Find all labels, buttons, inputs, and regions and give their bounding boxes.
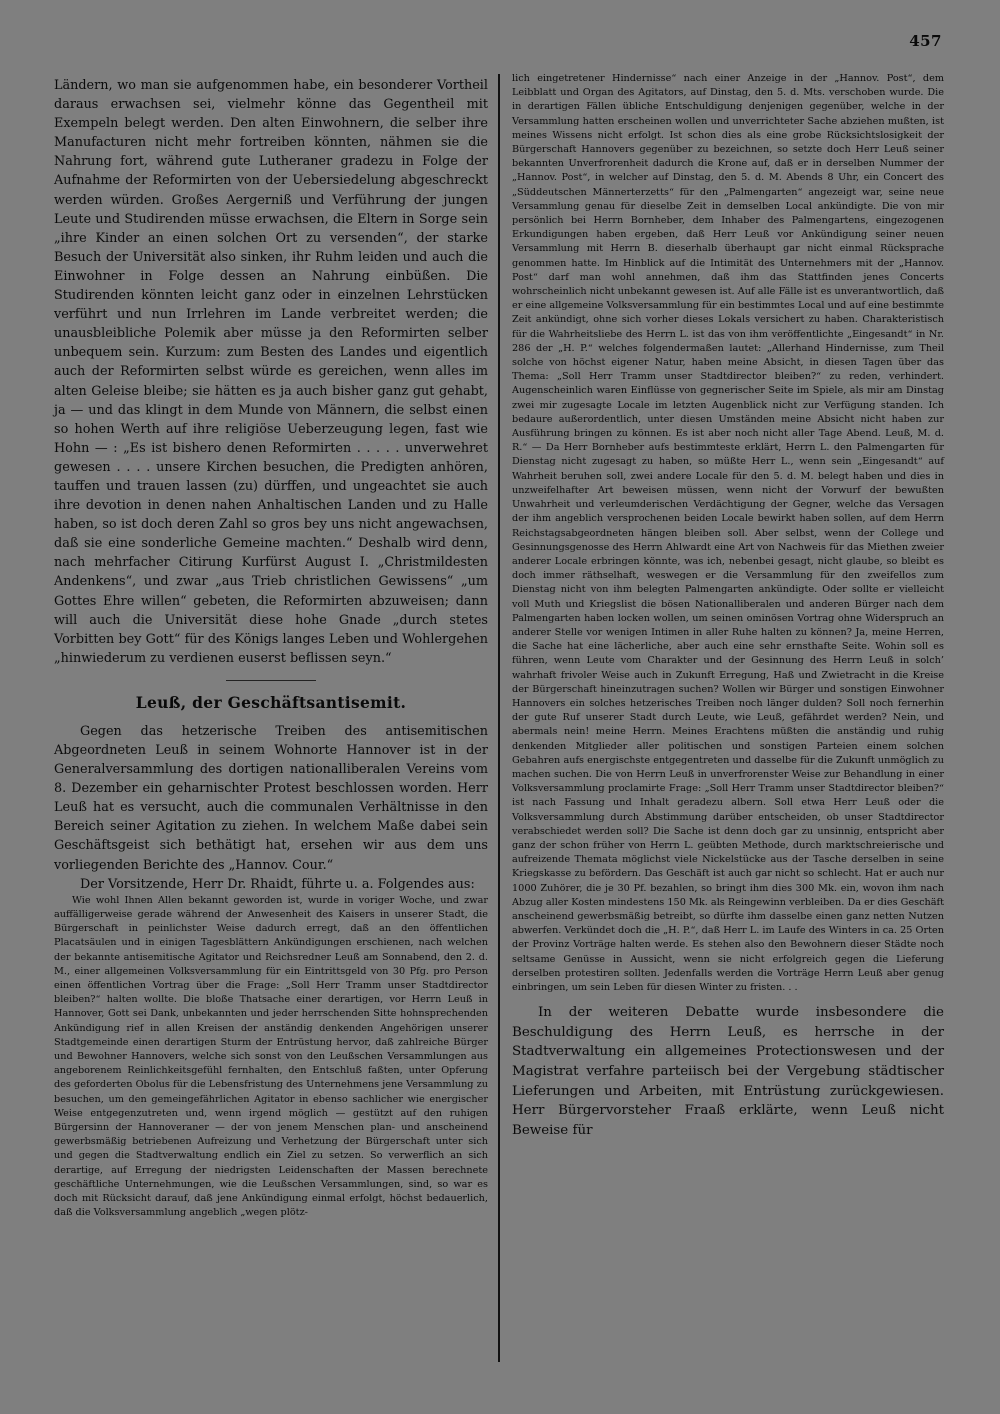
paragraph-debate: In der weiteren Debatte wurde insbesondere die Beschuldigung des Herrn Leuß, es herrsche in der Stadtverwaltung ein allgemeines Protectionswesen und der Magistrat verfahre parteiisch bei der Vergebung städtischer Lieferungen und Arbeiten, mit Entrüstung zurückgewiesen. Herr Bürgervorsteher Fraaß erklärte, wenn Leuß nicht Beweise für (512, 1005, 944, 1138)
column-rule (498, 74, 500, 1362)
quoted-speech: Wie wohl Ihnen Allen bekannt geworden ist, wurde in voriger Woche, und zwar auffälligerweise gerade während der Anwesenheit des Kaisers in unserer Stadt, die Bürgerschaft in peinlichster Weise dadurch erregt, daß an den öffentlichen Placatsäulen und in einigen Tagesblättern Ankündigungen erschienen, nach welchen der bekannte antisemitische Agitator und Reichsredner Leuß am Sonnabend, den 2. d. M., einer allgemeinen Volksversammlung für ein Eintrittsgeld von 30 Pfg. pro Person einen öffentlichen Vortrag über die Frage: „Soll Herr Tramm unser Stadtdirector bleiben?“ halten wollte. Die bloße Thatsache einer derartigen, vor Herrn Leuß in Hannover, Gott sei Dank, unbekannten und jeder herrschenden Sitte hohnsprechenden Ankündigung rief in allen Kreisen der anständig denkenden Angehörigen unserer Stadtgemeinde einen derartigen Sturm der Entrüstung hervor, daß zahlreiche Bürger und Bewohner Hannovers, welche sich sonst von den Leußschen Versammlungen aus angeborenem Reinlichkeitsgefühl fernhalten, den Entschluß faßten, unter Opferung des geforderten Obolus für die Lebensfristung des Unternehmens jene Versammlung zu besuchen, um den gemeingefährlichen Agitator in ebenso sachlicher wie energischer Weise entgegenzutreten und, wenn irgend möglich — gestützt auf den ruhigen Bürgersinn der Hannoveraner — der von jenem Menschen plan- und anscheinend gewerbsmäßig betriebenen Aufreizung und Verhetzung der Bürgerschaft unter sich und gegen die Stadtverwaltung endlich ein Ziel zu setzen. So verwerflich an sich derartige, auf Erregung der niedrigsten Leidenschaften der Massen berechnete geschäftliche Unternehmungen, wie die Leußschen Versammlungen, sind, so war es doch mit Rücksicht darauf, daß jene Ankündigung einmal erfolgt, höchst bedauerlich, daß die Volksversammlung angeblich „wegen plötz- (54, 894, 488, 1219)
section-divider (226, 680, 316, 681)
quoted-speech-continued: lich eingetretener Hindernisse“ nach einer Anzeige in der „Hannov. Post“, dem Leibblatt und Organ des Agitators, auf Dinstag, den 5. d. Mts. verschoben wurde. Die in derartigen Fällen übliche Entschuldigung denjenigen gegenüber, welche in der Versammlung hatten erscheinen wollen und unverrichteter Sache abziehen mußten, ist meines Wissens nicht erfolgt. Ist schon dies als eine grobe Rücksichtslosigkeit der Bürgerschaft Hannovers gegenüber zu bezeichnen, so setzte doch Herr Leuß seiner bekannten Unverfrorenheit dadurch die Krone auf, daß er in derselben Nummer der „Hannov. Post“, in welcher auf Dinstag, den 5. d. M. Abends 8 Uhr, ein Concert des „Süddeutschen Männerterzetts“ für den „Palmengarten“ angezeigt war, seine neue Versammlung genau für dieselbe Zeit in demselben Local ankündigte. Die von mir persönlich bei Herrn Bornheber, dem Inhaber des Palmengartens, eingezogenen Erkundigungen haben ergeben, daß Herr Leuß vor Ankündigung seiner neuen Versammlung mit Herrn B. dieserhalb überhaupt gar nicht einmal Rücksprache genommen hatte. Im Hinblick auf die Intimität des Unternehmers mit der „Hannov. Post“ darf man wohl annehmen, daß ihm das Stattfinden jenes Concerts wohrscheinlich nicht unbekannt gewesen ist. Auf alle Fälle ist es unverantwortlich, daß er eine allgemeine Volksversammlung für ein bestimmtes Local und auf eine bestimmte Zeit ankündigt, ohne sich vorher dieses Lokals versichert zu haben. Charakteristisch für die Wahrheitsliebe des Herrn L. ist das von ihm veröffentlichte „Eingesandt“ in Nr. 286 der „H. P.“ welches folgendermaßen lautet: „Allerhand Hindernisse, zum Theil solche von höchst eigener Natur, haben meine Absicht, in diesen Tagen über das Thema: „Soll Herr Tramm unser Stadtdirector bleiben?“ zu reden, verhindert. Augenscheinlich waren Einflüsse von gegnerischer Seite im Spiele, als mir am Dinstag zwei mir zugesagte Locale im letzten Augenblick nicht zur Verfügung standen. Ich bedaure außerordentlich, unter diesen Umständen meine Absicht nicht haben zur Ausführung bringen zu können. Es ist aber noch nicht aller Tage Abend. Leuß, M. d. R.“ — Da Herr Bornheber aufs bestimmteste erklärt, Herrn L. den Palmengarten für Dienstag nicht zugesagt zu haben, so müßte Herr L., wenn sein „Eingesandt“ auf Wahrheit beruhen soll, zwei andere Locale für den 5. d. M. belegt haben und dies in unzweifelhafter Art beweisen müssen, wenn nicht der Vorwurf der bewußten Unwahrheit und verleumderischen Verdächtigung der Gegner, welche das Versagen der ihm angeblich versprochenen beiden Locale bewirkt haben sollen, auf dem Herrn Reichstagsabgeordneten hängen bleiben soll. Aber selbst, wenn der College und Gesinnungsgenosse des Herrn Ahlwardt eine Art von Nachweis für das Miethen zweier anderer Locale erbringen könnte, was ich, nebenbei gesagt, nicht glaube, so bleibt es doch immer räthselhaft, weswegen er die Versammlung für den zweifellos zum Dienstag nicht von ihm belegten Palmengarten ankündigte. Oder sollte er vielleicht voll Muth und Kriegslist die bösen Nationalliberalen und anderen Bürger nach dem Palmengarten haben locken wollen, um seinen ominösen Vortrag ohne Widerspruch an anderer Stelle vor wenigen Intimen in aller Ruhe halten zu können? Ja, meine Herren, die Sache hat eine lächerliche, aber auch eine sehr ernsthafte Seite. Wohin soll es führen, wenn Leute vom Charakter und der Gesinnung des Herrn Leuß in solch’ wahrhaft frivoler Weise auch in Zukunft Erregung, Haß und Zwietracht in die Kreise der Bürgerschaft hineinzutragen suchen? Wollen wir Bürger und sonstigen Einwohner Hannovers ein solches hetzerisches Treiben noch länger dulden? Soll noch fernerhin der gute Ruf unserer Stadt durch Leute, wie Leuß, gefährdet werden? Nein, und abermals nein! meine Herrn. Meines Erachtens müßten die anständig und ruhig denkenden Mitglieder aller politischen und sonstigen Parteien einem solchen Gebahren aufs energischste entgegentreten und dasselbe für die Zukunft unmöglich zu machen suchen. Die von Herrn Leuß in unverfrorenster Weise zur Behandlung in einer Volksversammlung proclamirte Frage: „Soll Herr Tramm unser Stadtdirector bleiben?“ ist nach Fassung und Inhalt geradezu albern. Soll etwa Herr Leuß oder die Volksversammlung durch Abstimmung darüber entscheiden, ob unser Stadtdirector verabschiedet werden soll? Die Sache ist denn doch gar zu unsinnig, entspricht aber ganz der schon früher von Herrn L. geübten Methode, durch marktschreierische und aufreizende Themata möglichst viele Nickelstücke aus der Tasche derselben in seine Kriegskasse zu befördern. Das Geschäft ist auch gar nicht so schlecht. Hat er auch nur 1000 Zuhörer, die je 30 Pf. bezahlen, so bringt ihm dies 300 Mk. ein, wovon ihm nach Abzug aller Kosten mindestens 150 Mk. als Reingewinn verbleiben. Da er dies Geschäft anscheinend gewerbsmäßig betreibt, so dürfte ihm dasselbe einen ganz netten Nutzen abwerfen. Verkündet doch die „H. P.“, daß Herr L. im Laufe des Winters in ca. 25 Orten der Provinz Vorträge halten werde. Es stehen also den Bewohnern dieser Städte noch seltsame Genüsse in Aussicht, wenn sie nicht erfolgreich gegen die Lieferung derselben protestiren sollten. Jedenfalls werden die Vorträge Herrn Leuß aber genug einbringen, um sein Leben für diesen Winter zu fristen. . . (512, 73, 944, 993)
paragraph-intro: Gegen das hetzerische Treiben des antisemitischen Abgeordneten Leuß in seinem Wohnorte Hannover ist in der Generalversammlung des dortigen nationalliberalen Vereins vom 8. Dezember ein geharnischter Protest beschlossen worden. Herr Leuß hat es versucht, auch die communalen Verhältnisse in den Bereich seiner Agitation zu ziehen. In welchem Maße dabei sein Geschäftsgeist sich bethätigt hat, ersehen wir aus dem uns vorliegenden Berichte des „Hannov. Cour.“ (54, 723, 488, 873)
paragraph-universitaet: Ländern, wo man sie aufgenommen habe, ein besonderer Vortheil daraus erwachsen sei, vielmehr könne das Gegentheil mit Exempeln belegt werden. Den alten Einwohnern, die selber ihre Manufacturen nicht mehr fortreiben könnten, nähmen sie die Nahrung fort, während gute Lutheraner gradezu in Folge der Aufnahme der Reformirten von der Uebersiedelung abgeschreckt werden würden. Großes Aergerniß und Verführung der jungen Leute und Studirenden müsse erwachsen, die Eltern in Sorge sein „ihre Kinder an einen solchen Ort zu versenden“, der starke Besuch der Universität also sinken, ihr Ruhm leiden und auch die Einwohner in Folge dessen an Nahrung einbüßen. Die Studirenden könnten leicht ganz oder in einzelnen Lehrstücken verführt und nun Irrlehren im Lande verbreitet werden; die unausbleibliche Polemik aber müsse ja den Reformirten selber unbequem sein. Kurzum: zum Besten des Landes und eigentlich auch der Reformirten selbst würde es gereichen, wenn alles im alten Geleise bleibe; sie hätten es ja auch bisher ganz gut gehabt, ja — und das klingt in dem Munde von Männern, die selbst einen so hohen Werth auf ihre religiöse Ueberzeugung legen, fast wie Hohn — : „Es ist bishero denen Reformirten . . . . . unverwehret gewesen . . . . unsere Kirchen besuchen, die Predigten anhören, tauffen und trauen lassen (zu) dürffen, und ungeachtet sie auch ihre devotion in denen nahen Anhaltischen Landen und zu Halle haben, so ist doch deren Zahl so gros bey uns nicht angewachsen, daß sie eine sonderliche Gemeine machten.“ Deshalb wird denn, nach mehrfacher Citirung Kurfürst August I. „Christmildesten Andenkens“, und zwar „aus Trieb christlichen Gewissens“ „um Gottes Ehre willen“ gebeten, die Reformirten abzuweisen; dann will auch die Universität diese hohe Gnade „durch stetes Vorbitten bey Gott“ für des Königs langes Leben und Wohlergehen „hinwiederum zu verdienen euserst beflissen seyn.“ (54, 78, 488, 666)
article-headline: Leuß, der Geschäftsantisemit. (135, 692, 407, 712)
page-number: 457 (909, 32, 942, 50)
right-column (512, 72, 944, 1140)
left-column (54, 76, 488, 1220)
paragraph-speaker: Der Vorsitzende, Herr Dr. Rhaidt, führte u. a. Folgendes aus: (80, 876, 475, 892)
